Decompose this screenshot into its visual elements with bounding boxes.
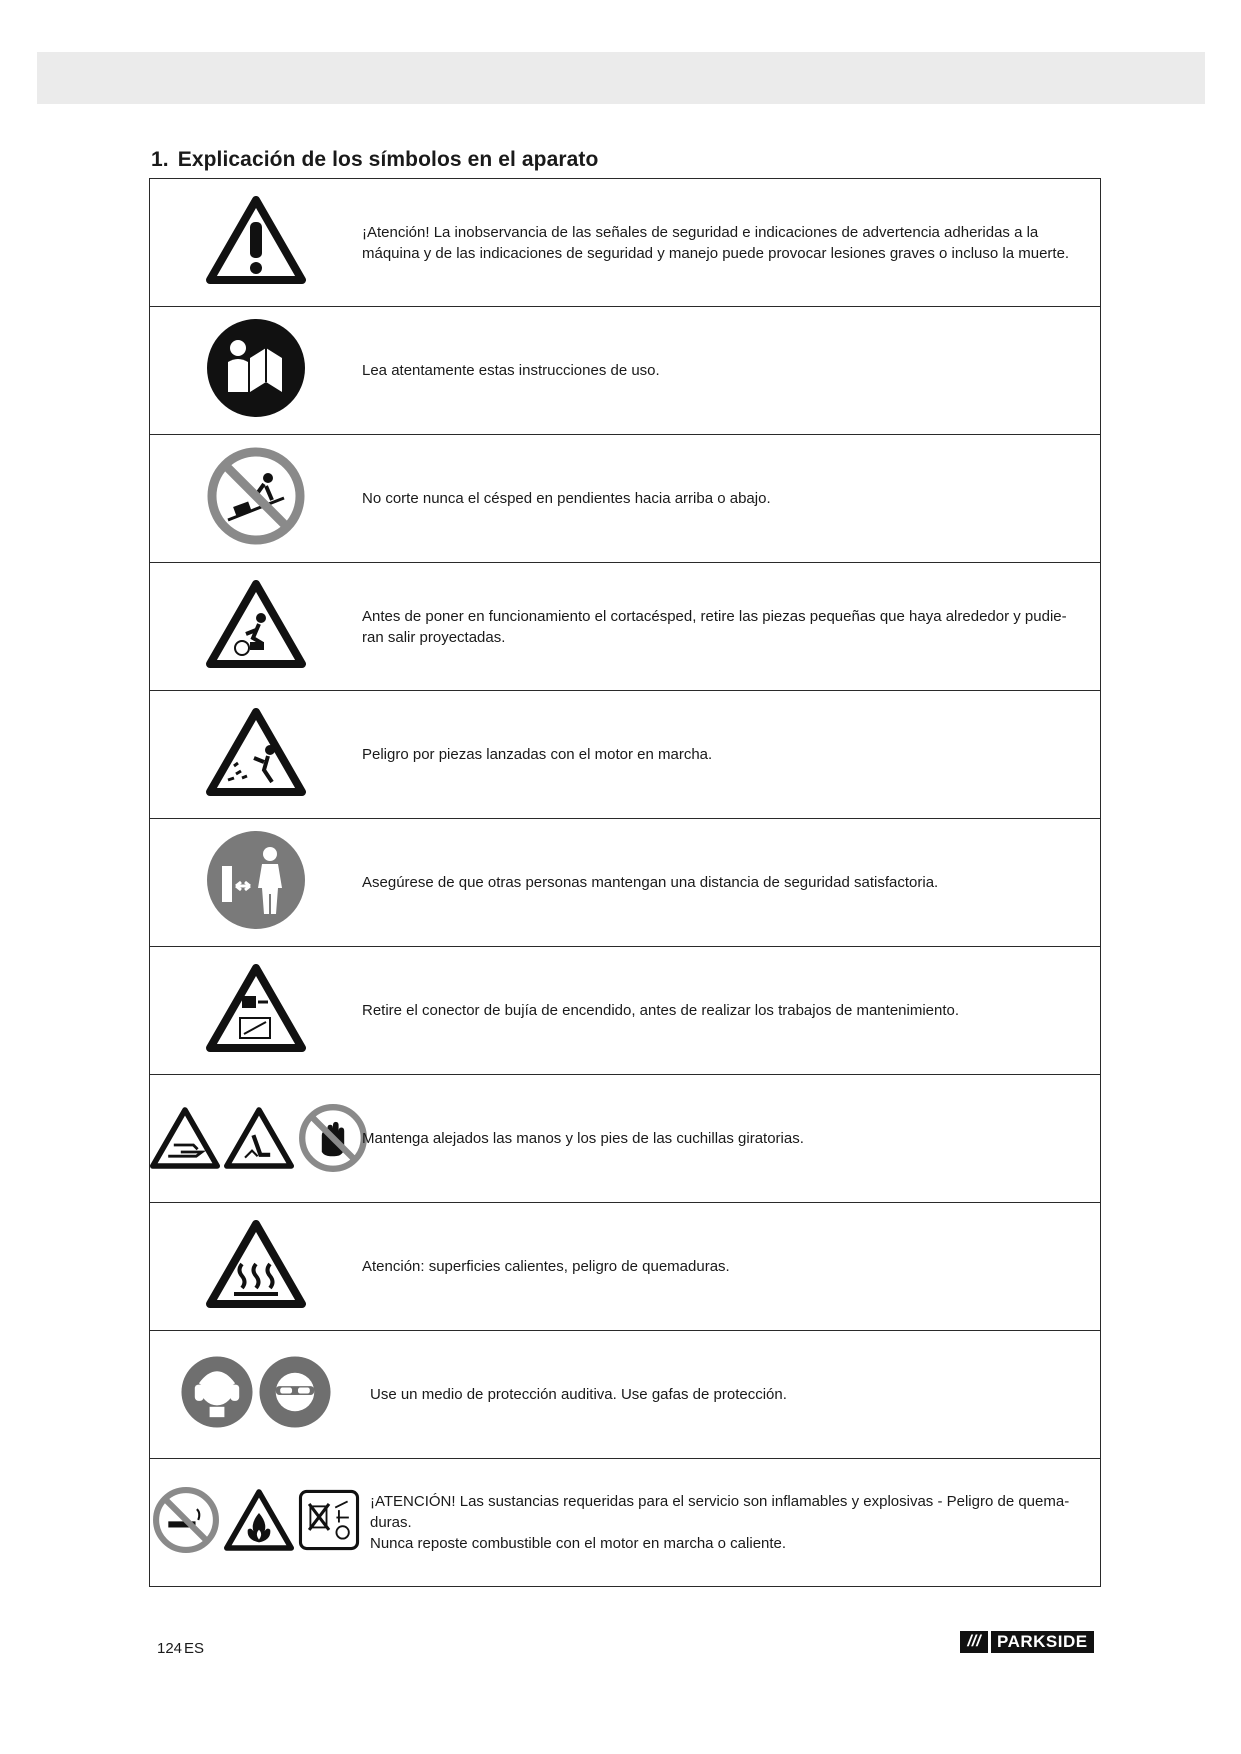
description-line: ¡ATENCIÓN! Las sustancias requeridas para el servicio son inflamables y explosivas - Peligro de quema- — [370, 1493, 1070, 1510]
description-line: Asegúrese de que otras personas mantengan una distancia de seguridad satisfactoria. — [362, 874, 939, 891]
symbol-icons — [180, 1355, 332, 1429]
symbol-row — [150, 563, 1101, 691]
symbol-icon-cell — [150, 691, 363, 819]
symbol-icon-cell — [150, 179, 363, 307]
symbol-icons — [206, 708, 306, 796]
symbol-row — [150, 1331, 1101, 1459]
symbol-row — [150, 1203, 1101, 1331]
symbol-icon-cell — [150, 563, 363, 691]
symbol-icons — [152, 1486, 360, 1554]
section-title: 1. Explicación de los símbolos en el aparato — [151, 148, 599, 171]
symbol-row — [150, 691, 1101, 819]
symbol-row — [150, 819, 1101, 947]
no-smoking-icon — [152, 1486, 220, 1554]
no-refuel-running-icon — [298, 1489, 360, 1551]
description-line: Mantenga alejados las manos y los pies de las cuchillas giratorias. — [362, 1130, 804, 1147]
no-hands-icon — [298, 1103, 368, 1173]
symbol-icons — [206, 318, 306, 418]
description-line: Use un medio de protección auditiva. Use gafas de protección. — [370, 1386, 787, 1403]
symbol-description — [362, 435, 1101, 563]
symbol-description — [362, 179, 1101, 307]
brand-name: PARKSIDE — [991, 1631, 1094, 1653]
symbol-row — [150, 1075, 1101, 1203]
symbol-row — [150, 435, 1101, 563]
no-slope-mowing-icon — [206, 446, 306, 546]
page-number: 124 ES — [157, 1640, 205, 1657]
symbol-description — [362, 947, 1101, 1075]
symbol-icons — [206, 830, 306, 930]
symbol-icon-cell — [150, 1075, 363, 1203]
symbol-description — [362, 563, 1101, 691]
description-line: Peligro por piezas lanzadas con el motor en marcha. — [362, 746, 713, 763]
symbol-icon-cell — [150, 1459, 363, 1587]
symbol-row — [150, 179, 1101, 307]
symbol-description — [362, 1203, 1101, 1331]
description-line: duras. — [370, 1514, 412, 1531]
remove-objects-warning-icon — [206, 580, 306, 668]
symbol-icons — [206, 580, 306, 668]
thrown-objects-warning-icon — [206, 708, 306, 796]
eye-protection-icon — [258, 1355, 332, 1429]
description-line: No corte nunca el césped en pendientes hacia arriba o abajo. — [362, 490, 771, 507]
symbol-description — [362, 1075, 1101, 1203]
description-line: Lea atentamente estas instrucciones de uso. — [362, 362, 660, 379]
symbol-icon-cell — [150, 435, 363, 563]
description-line: Nunca reposte combustible con el motor en marcha o caliente. — [370, 1535, 787, 1552]
symbol-description — [362, 691, 1101, 819]
symbol-icon-cell — [150, 819, 363, 947]
description-line: Atención: superficies calientes, peligro de quemaduras. — [362, 1258, 730, 1275]
symbols-table — [149, 178, 1101, 1587]
description-line: ran salir proyectadas. — [362, 628, 506, 646]
foot-blade-warning-icon — [224, 1107, 294, 1169]
symbol-icons — [206, 446, 306, 546]
symbol-icon-cell — [150, 1331, 363, 1459]
hand-blade-warning-icon — [150, 1107, 220, 1169]
symbol-row — [150, 947, 1101, 1075]
symbol-icon-cell — [150, 307, 363, 435]
keep-distance-icon — [206, 830, 306, 930]
symbol-description — [362, 819, 1101, 947]
description-line: ¡Atención! La inobservancia de las señales de seguridad e indicaciones de advertencia adheridas a la — [362, 223, 1039, 241]
symbol-icon-cell — [150, 1203, 363, 1331]
symbol-icons — [206, 196, 306, 284]
symbol-description — [362, 1331, 1101, 1459]
symbol-icons — [206, 1220, 306, 1308]
symbol-row — [150, 1459, 1101, 1587]
hot-surface-warning-icon — [206, 1220, 306, 1308]
symbol-description — [362, 307, 1101, 435]
brand-logo — [960, 1630, 1094, 1654]
symbol-icon-cell — [150, 947, 363, 1075]
symbol-icons — [150, 1103, 368, 1173]
symbol-row — [150, 307, 1101, 435]
symbol-description — [362, 1459, 1101, 1587]
symbol-icons — [206, 964, 306, 1052]
brand-slashes: /// — [960, 1631, 988, 1653]
read-manual-icon — [206, 318, 306, 418]
description-line: máquina y de las indicaciones de seguridad y manejo puede provocar lesiones graves o incluso la muerte. — [362, 244, 1070, 262]
spark-plug-warning-icon — [206, 964, 306, 1052]
header-band — [37, 52, 1205, 104]
ear-protection-icon — [180, 1355, 254, 1429]
warning-exclamation-icon — [206, 196, 306, 284]
flammable-warning-icon — [224, 1489, 294, 1551]
description-line: Antes de poner en funcionamiento el cortacésped, retire las piezas pequeñas que haya alrededor y pudie- — [362, 607, 1067, 625]
description-line: Retire el conector de bujía de encendido, antes de realizar los trabajos de mantenimiento. — [362, 1002, 960, 1019]
